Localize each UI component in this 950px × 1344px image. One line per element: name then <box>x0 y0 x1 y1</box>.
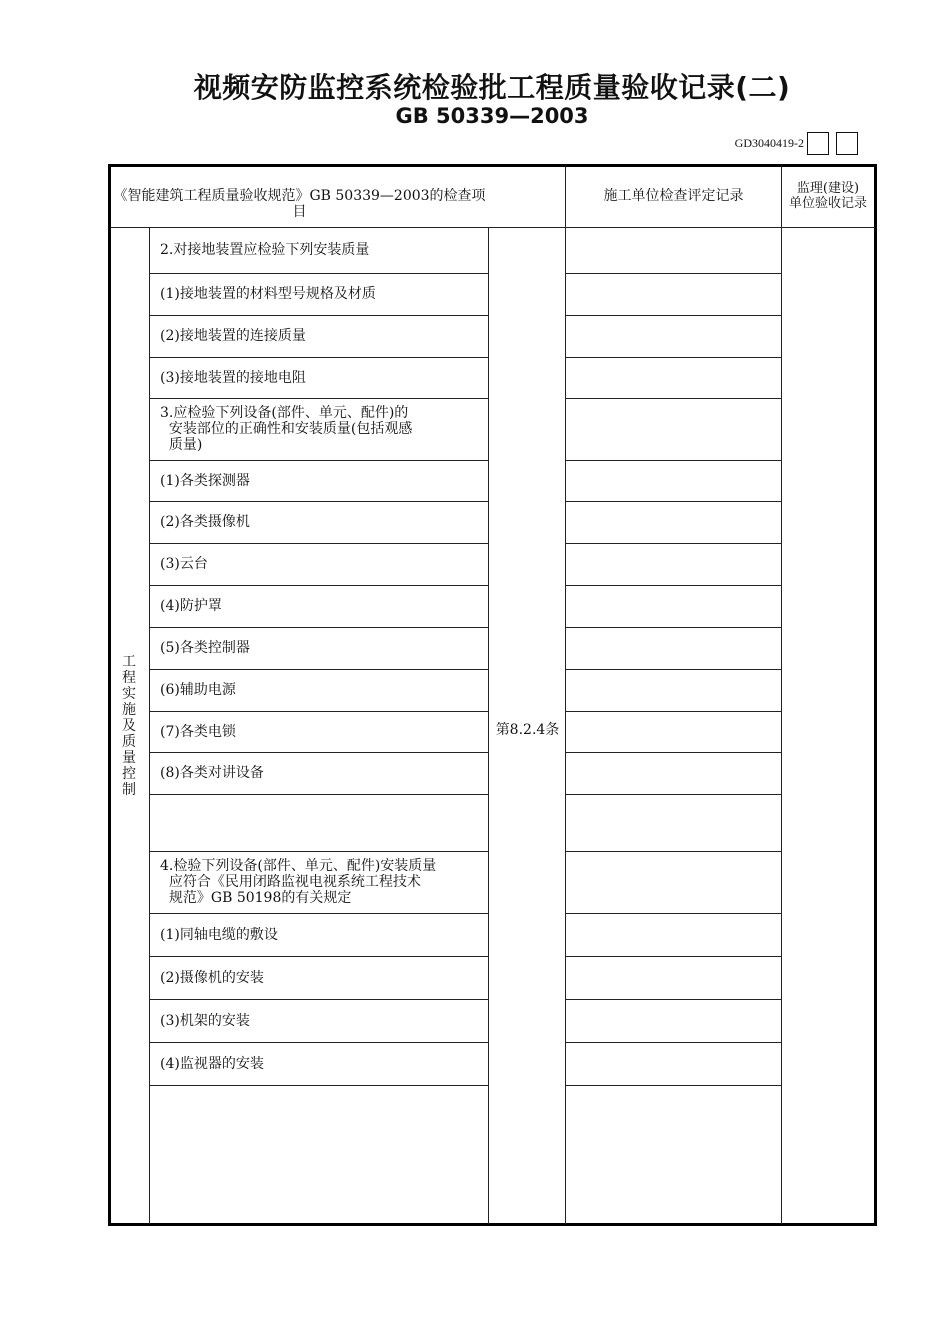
inspection-item-text: (2)接地装置的连接质量 <box>160 328 306 344</box>
inspection-item-text: 质量) <box>160 437 203 453</box>
inspection-item-text: 3.应检验下列设备(部件、单元、配件)的 <box>160 405 409 421</box>
row-divider <box>149 543 488 544</box>
contractor-record-cell[interactable] <box>566 544 780 585</box>
header-contractor-record: 施工单位检查评定记录 <box>603 188 744 204</box>
header-supervisor-record-2: 单位验收记录 <box>788 196 867 211</box>
contractor-record-cell[interactable] <box>566 1000 780 1042</box>
contractor-record-cell[interactable] <box>566 274 780 315</box>
category-text: 工程实施及质量控制 <box>122 654 136 798</box>
contractor-record-cell[interactable] <box>566 712 780 752</box>
inspection-item-text: 4.检验下列设备(部件、单元、配件)安装质量 <box>160 858 437 874</box>
header-inspection-items: 《智能建筑工程质量验收规范》GB 50339—2003的检查项目 <box>113 188 486 220</box>
row-divider <box>149 273 488 274</box>
contractor-record-cell[interactable] <box>566 399 780 460</box>
standard-code: GB 50339—2003 <box>395 104 589 128</box>
row-divider <box>149 913 488 914</box>
row-divider <box>149 752 488 753</box>
contractor-record-cell[interactable] <box>566 957 780 999</box>
contractor-record-cell[interactable] <box>566 914 780 956</box>
contractor-record-cell[interactable] <box>566 628 780 669</box>
row-divider <box>149 794 488 795</box>
form-code: GD3040419-2 <box>734 136 804 150</box>
category-label <box>121 654 137 798</box>
clause-reference: 第8.2.4条 <box>495 722 560 738</box>
row-divider <box>149 851 488 852</box>
divider <box>488 227 489 1224</box>
inspection-item-text: (4)防护罩 <box>160 598 222 614</box>
row-divider <box>149 585 488 586</box>
inspection-item-text: (4)监视器的安装 <box>160 1056 264 1072</box>
inspection-item-text: 2.对接地装置应检验下列安装质量 <box>160 242 370 258</box>
form-code-box-1[interactable] <box>807 132 829 155</box>
row-divider <box>149 398 488 399</box>
page-title: 视频安防监控系统检验批工程质量验收记录(二) <box>193 71 791 104</box>
form-code-box-2[interactable] <box>836 132 858 155</box>
header-supervisor-record-1: 监理(建设) <box>796 181 860 196</box>
inspection-item-text: (2)摄像机的安装 <box>160 970 264 986</box>
contractor-record-cell[interactable] <box>566 852 780 913</box>
row-divider <box>149 1085 488 1086</box>
contractor-record-cell[interactable] <box>566 586 780 627</box>
row-divider <box>149 711 488 712</box>
inspection-item-text: (3)云台 <box>160 556 208 572</box>
row-divider <box>149 999 488 1000</box>
inspection-item-text: (6)辅助电源 <box>160 682 236 698</box>
inspection-item-text: (1)同轴电缆的敷设 <box>160 927 278 943</box>
contractor-record-cell[interactable] <box>566 502 780 543</box>
inspection-item-text: 安装部位的正确性和安装质量(包括观感 <box>160 421 413 437</box>
contractor-record-cell[interactable] <box>566 358 780 398</box>
inspection-item-text: (1)各类探测器 <box>160 473 250 489</box>
inspection-item-text: (3)接地装置的接地电阻 <box>160 370 306 386</box>
row-divider <box>149 315 488 316</box>
inspection-item-text: (3)机架的安装 <box>160 1013 250 1029</box>
contractor-record-cell[interactable] <box>566 316 780 357</box>
divider <box>149 227 150 1224</box>
supervisor-record-cell[interactable] <box>782 228 874 1223</box>
row-divider <box>149 1042 488 1043</box>
row-divider <box>149 460 488 461</box>
inspection-item-text: (1)接地装置的材料型号规格及材质 <box>160 286 376 302</box>
contractor-record-cell[interactable] <box>566 1086 780 1224</box>
row-divider <box>149 956 488 957</box>
contractor-record-cell[interactable] <box>566 1043 780 1085</box>
row-divider <box>149 669 488 670</box>
contractor-record-cell[interactable] <box>566 670 780 711</box>
row-divider <box>149 501 488 502</box>
inspection-item-text: (7)各类电锁 <box>160 724 236 740</box>
inspection-item-text: (8)各类对讲设备 <box>160 765 264 781</box>
contractor-record-cell[interactable] <box>566 753 780 794</box>
row-divider <box>149 627 488 628</box>
contractor-record-cell[interactable] <box>566 461 780 501</box>
inspection-item-text: 规范》GB 50198的有关规定 <box>160 890 352 906</box>
inspection-item-text: (2)各类摄像机 <box>160 514 250 530</box>
contractor-record-cell[interactable] <box>566 228 780 273</box>
inspection-item-text: (5)各类控制器 <box>160 640 250 656</box>
inspection-item-text: 应符合《民用闭路监视电视系统工程技术 <box>160 874 421 890</box>
row-divider <box>149 357 488 358</box>
contractor-record-cell[interactable] <box>566 795 780 851</box>
